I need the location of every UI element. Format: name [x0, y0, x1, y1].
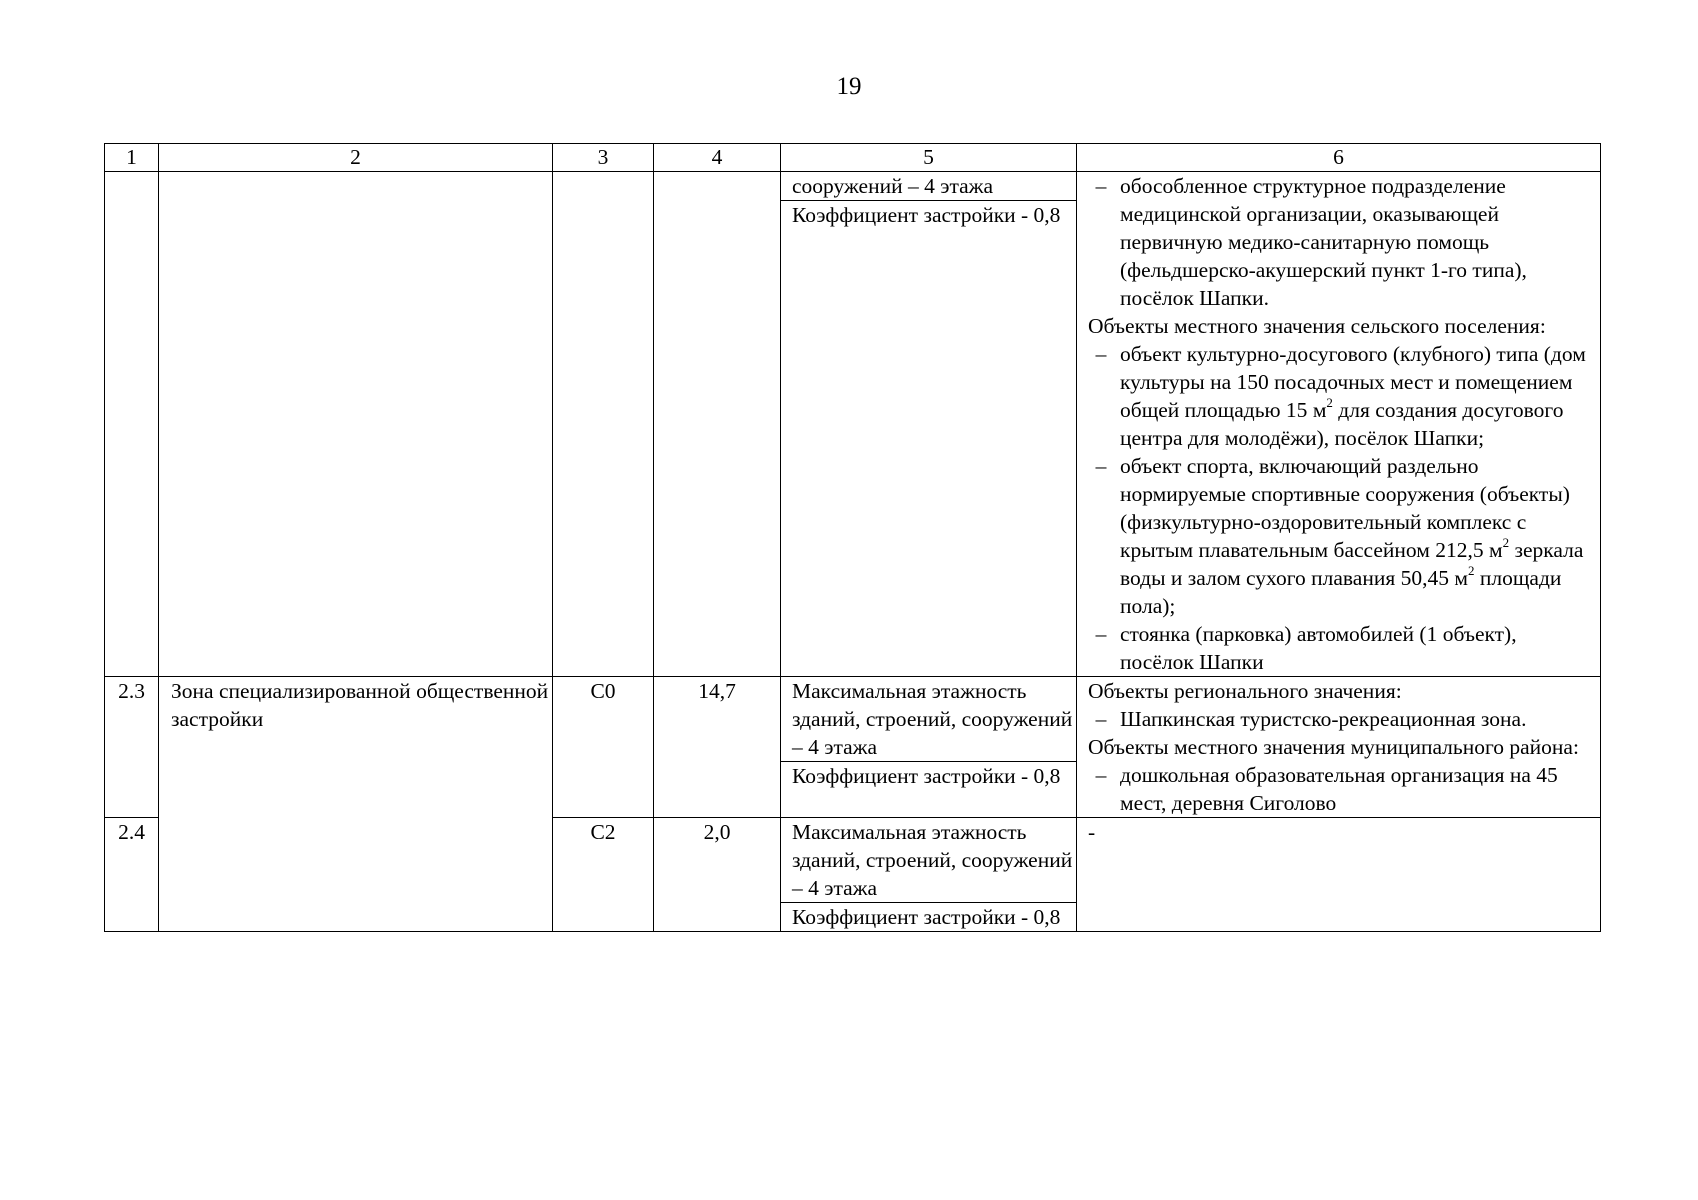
- row-number: [105, 172, 159, 677]
- object-item-text: стоянка (парковка) автомобилей (1 объект), посёлок Шапки: [1120, 622, 1517, 674]
- param-floors: Максимальная этажность зданий, строений, сооружений – 4 этажа: [792, 679, 1073, 759]
- param-coefficient: Коэффициент застройки - 0,8: [781, 902, 1076, 931]
- object-group-heading: Объекты местного значения сельского поселения:: [1088, 314, 1546, 338]
- page-number: 19: [836, 73, 862, 100]
- objects-cell: [1077, 677, 1601, 818]
- object-item-text: объект культурно-досугового (клубного) типа (дом культуры на 150 посадочных мест и помещением общей площадью 15 $м^2$ для создания досугового центра для молодёжи), посёлок Шапки;: [1120, 342, 1586, 450]
- params-cell: [781, 677, 1077, 818]
- objects-cell: [1077, 818, 1601, 932]
- object-item: [1088, 340, 1588, 452]
- object-item: [1088, 761, 1588, 817]
- header-cell: 6: [1077, 144, 1601, 172]
- object-item: [1088, 452, 1588, 620]
- param-floors: Максимальная этажность зданий, строений, сооружений – 4 этажа: [792, 820, 1073, 900]
- param-coefficient: Коэффициент застройки - 0,8: [781, 761, 1076, 790]
- table-row: [105, 677, 1601, 818]
- table-header-row: [105, 144, 1601, 172]
- objects-cell: [1077, 172, 1601, 677]
- object-item-text: Шапкинская туристско-рекреационная зона.: [1120, 707, 1527, 731]
- table-row: [105, 172, 1601, 677]
- row-number: 2.3: [105, 677, 159, 818]
- zone-area: 14,7: [654, 677, 781, 818]
- object-group-heading: Объекты регионального значения:: [1088, 679, 1402, 703]
- zone-code: [553, 172, 654, 677]
- dash-bullet: –: [1095, 174, 1107, 198]
- zones-table: [104, 143, 1601, 932]
- zone-area: 2,0: [654, 818, 781, 932]
- params-cell: [781, 172, 1077, 677]
- dash-bullet: –: [1095, 763, 1107, 787]
- object-item-text: дошкольная образовательная организация на 45 мест, деревня Сиголово: [1120, 763, 1558, 815]
- object-item: [1088, 172, 1588, 312]
- header-cell: 4: [654, 144, 781, 172]
- header-cell: 1: [105, 144, 159, 172]
- dash-bullet: –: [1095, 342, 1107, 366]
- object-group-heading: Объекты местного значения муниципального района:: [1088, 735, 1579, 759]
- object-item-text: обособленное структурное подразделение медицинской организации, оказывающей первичную медико-санитарную помощь (фельдшерско-акушерский пункт 1-го типа), посёлок Шапки.: [1120, 174, 1527, 310]
- row-number: 2.4: [105, 818, 159, 932]
- object-item: [1088, 705, 1588, 733]
- dash-bullet: –: [1095, 454, 1107, 478]
- object-item-text: объект спорта, включающий раздельно нормируемые спортивные сооружения (объекты) (физкультурно-оздоровительный комплекс с крытым плавательным бассейном 212,5 $м^2$ зеркала воды и залом сухого плавания 50,45 $м^2$ площади пола);: [1120, 454, 1584, 618]
- zone-code: С0: [553, 677, 654, 818]
- param-coefficient: Коэффициент застройки - 0,8: [781, 200, 1076, 229]
- header-cell: 3: [553, 144, 654, 172]
- param-floors: сооружений – 4 этажа: [792, 174, 994, 198]
- zone-name: [159, 172, 553, 677]
- dash-bullet: –: [1095, 622, 1107, 646]
- zone-name: Зона специализированной общественной застройки: [159, 677, 553, 932]
- zone-code: С2: [553, 818, 654, 932]
- header-cell: 2: [159, 144, 553, 172]
- object-item: [1088, 620, 1588, 676]
- object-empty-marker: -: [1088, 820, 1096, 844]
- zone-area: [654, 172, 781, 677]
- dash-bullet: –: [1095, 707, 1107, 731]
- header-cell: 5: [781, 144, 1077, 172]
- params-cell: [781, 818, 1077, 932]
